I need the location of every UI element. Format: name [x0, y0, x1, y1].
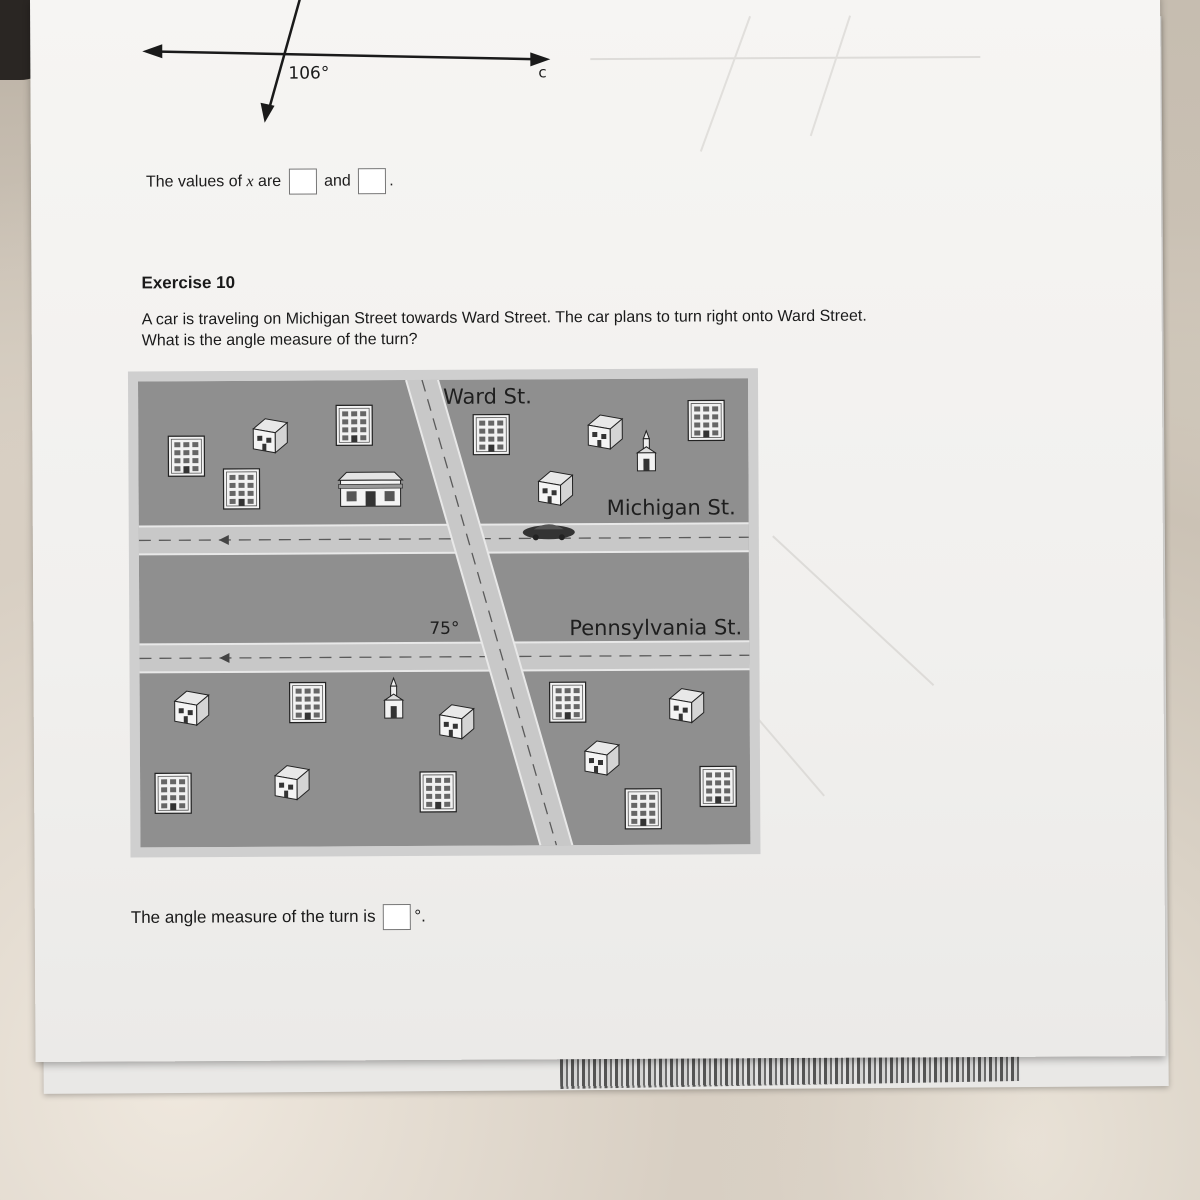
- building-icon: [625, 789, 661, 829]
- michigan-street-label: Michigan St.: [606, 495, 736, 520]
- question-prefix: The values of: [145, 173, 243, 191]
- angle-75-label: 75°: [429, 618, 460, 639]
- exercise-title: Exercise 10: [141, 272, 236, 293]
- building-icon: [473, 414, 509, 454]
- ward-street-label: Ward St.: [443, 384, 532, 409]
- building-icon: [700, 766, 736, 806]
- horizontal-line: [148, 49, 542, 61]
- angle-diagram: [140, 0, 601, 129]
- building-icon: [336, 405, 372, 445]
- pennsylvania-street-label: Pennsylvania St.: [569, 615, 743, 641]
- answer-box-angle[interactable]: [383, 904, 411, 930]
- line-c-label: c: [538, 63, 547, 82]
- store-icon: [338, 472, 402, 506]
- building-icon: [168, 436, 204, 476]
- exercise-text: [142, 305, 1042, 352]
- building-icon: [223, 469, 259, 509]
- degree-unit: °.: [414, 906, 426, 926]
- question-period: .: [389, 172, 394, 190]
- exercise-line-1: A car is traveling on Michigan Street towards Ward Street. The car plans to turn right onto Ward Street.: [141, 307, 867, 329]
- variable-x: x: [246, 173, 254, 191]
- building-icon: [420, 772, 456, 812]
- answer-box-x2[interactable]: [358, 168, 386, 194]
- angle-measure-question: [131, 904, 426, 932]
- worksheet-page: [30, 0, 1166, 1062]
- street-map-svg: [138, 378, 750, 847]
- building-icon: [290, 682, 326, 722]
- building-icon: [688, 400, 724, 440]
- street-map: [128, 368, 761, 857]
- final-question-text: The angle measure of the turn is: [130, 906, 376, 927]
- angle-106-label: 106°: [288, 63, 330, 84]
- values-of-x-question: [146, 168, 394, 195]
- building-icon: [155, 773, 191, 813]
- arrow-down-icon: [261, 103, 275, 123]
- question-are: are: [257, 172, 282, 191]
- building-icon: [550, 682, 586, 722]
- arrow-left-icon: [142, 44, 162, 58]
- exercise-line-2: What is the angle measure of the turn?: [141, 330, 418, 350]
- answer-box-x1[interactable]: [289, 169, 317, 195]
- question-and: and: [324, 172, 351, 190]
